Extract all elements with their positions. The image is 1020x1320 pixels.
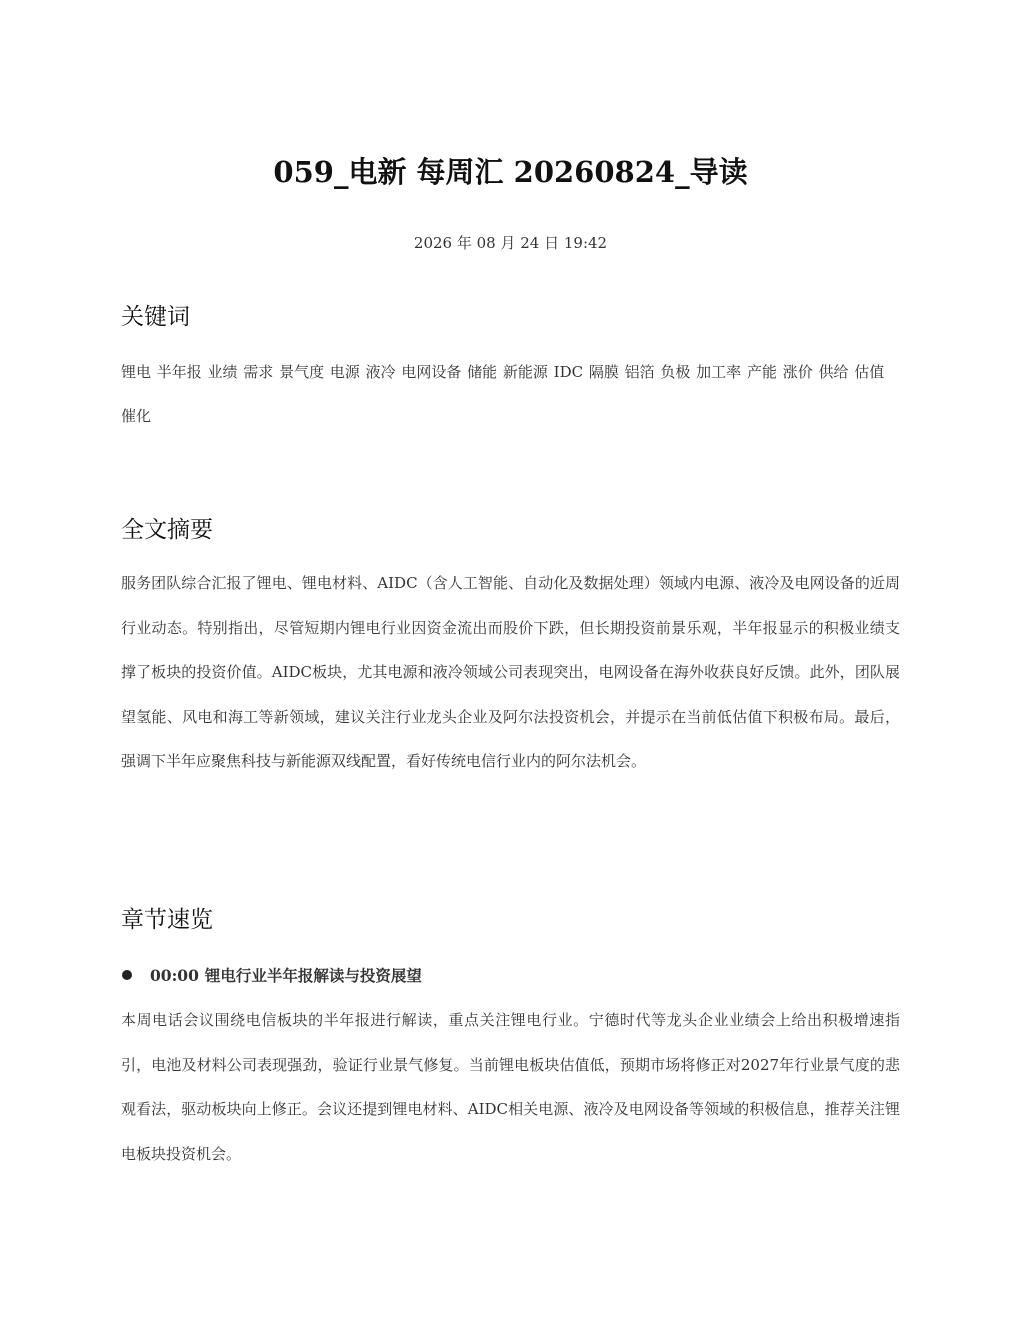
chapters-heading: 章节速览 — [121, 907, 213, 933]
keywords-heading: 关键词 — [121, 304, 190, 330]
bullet-icon — [122, 970, 132, 980]
document-date: 2026 年 08 月 24 日 19:42 — [413, 234, 608, 252]
chapter-text: 本周电话会议围绕电信板块的半年报进行解读，重点关注锂电行业。宁德时代等龙头企业业绩会上给出积极增速指引，电池及材料公司表现强劲，验证行业景气修复。当前锂电板块估值低，预期市场将修正对2027年行业景气度的悲观看法，驱动板块向上修正。会议还提到锂电材料、AIDC相关电源、液冷及电网设备等领域的积极信息，推荐关注锂电板块投资机会。 — [121, 1011, 900, 1163]
chapter-time: 00:00 — [150, 965, 199, 985]
keywords-list: 锂电 半年报 业绩 需求 景气度 电源 液冷 电网设备 储能 新能源 IDC 隔膜 铝箔 负极 加工率 产能 涨价 供给 估值 催化 — [121, 363, 885, 425]
summary-text: 服务团队综合汇报了锂电、锂电材料、AIDC（含人工智能、自动化及数据处理）领域内电源、液冷及电网设备的近周行业动态。特别指出，尽管短期内锂电行业因资金流出而股价下跌，但长期投资前景乐观，半年报显示的积极业绩支撑了板块的投资价值。AIDC板块，尤其电源和液冷领域公司表现突出，电网设备在海外收获良好反馈。此外，团队展望氢能、风电和海工等新领域，建议关注行业龙头企业及阿尔法投资机会，并提示在当前低估值下积极布局。最后，强调下半年应聚焦科技与新能源双线配置，看好传统电信行业内的阿尔法机会。 — [121, 574, 900, 770]
chapter-item — [121, 960, 900, 990]
summary-heading: 全文摘要 — [121, 517, 213, 543]
document-title: 059_电新 每周汇 20260824_导读 — [273, 155, 748, 189]
chapter-title: 锂电行业半年报解读与投资展望 — [204, 966, 422, 985]
